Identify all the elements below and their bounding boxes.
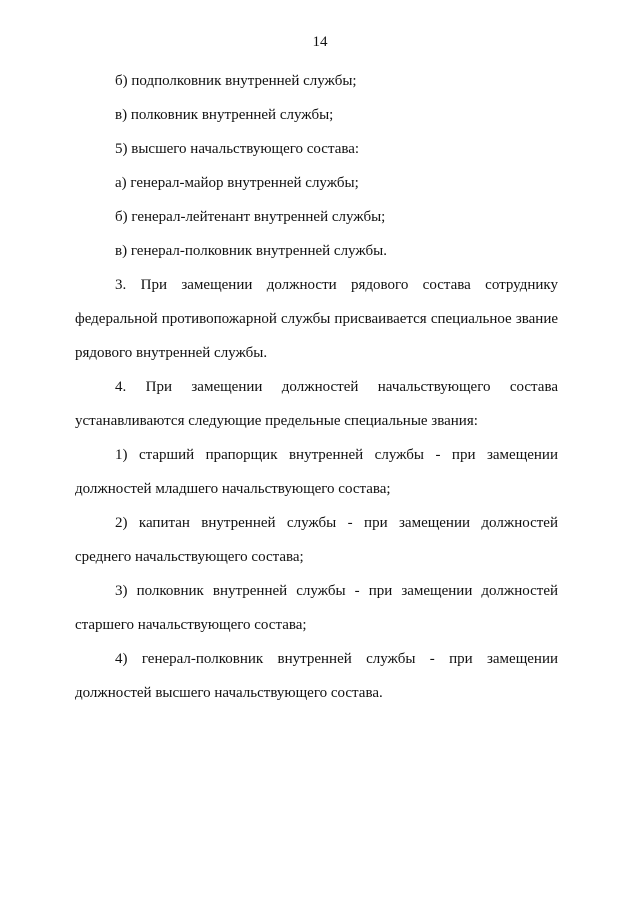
- list-item: б) подполковник внутренней службы;: [115, 73, 357, 89]
- paragraph-line: должностей младшего начальствующего состава;: [75, 481, 391, 497]
- paragraph-line: устанавливаются следующие предельные специальные звания:: [75, 413, 478, 429]
- list-item: а) генерал-майор внутренней службы;: [115, 175, 359, 191]
- list-item: 5) высшего начальствующего состава:: [115, 141, 360, 157]
- list-item: в) генерал-полковник внутренней службы.: [115, 243, 387, 259]
- paragraph-line: 2) капитан внутренней службы - при замещении должностей: [115, 515, 558, 531]
- document-body: [75, 64, 558, 710]
- paragraph-line: 4. При замещении должностей начальствующего состава: [115, 379, 558, 395]
- list-item: в) полковник внутренней службы;: [115, 107, 334, 123]
- page-number: 14: [312, 34, 328, 50]
- list-item: б) генерал-лейтенант внутренней службы;: [115, 209, 386, 225]
- paragraph-line: 1) старший прапорщик внутренней службы - при замещении: [115, 447, 558, 463]
- paragraph-line: федеральной противопожарной службы присваивается специальное звание: [75, 311, 558, 327]
- paragraph-line: должностей высшего начальствующего состава.: [75, 685, 383, 701]
- paragraph-line: 4) генерал-полковник внутренней службы - при замещении: [115, 651, 558, 667]
- paragraph-line: среднего начальствующего состава;: [75, 549, 304, 565]
- paragraph-line: рядового внутренней службы.: [75, 345, 268, 361]
- paragraph-line: 3. При замещении должности рядового состава сотруднику: [115, 277, 558, 293]
- paragraph-line: 3) полковник внутренней службы - при замещении должностей: [115, 583, 558, 599]
- paragraph-line: старшего начальствующего состава;: [75, 617, 307, 633]
